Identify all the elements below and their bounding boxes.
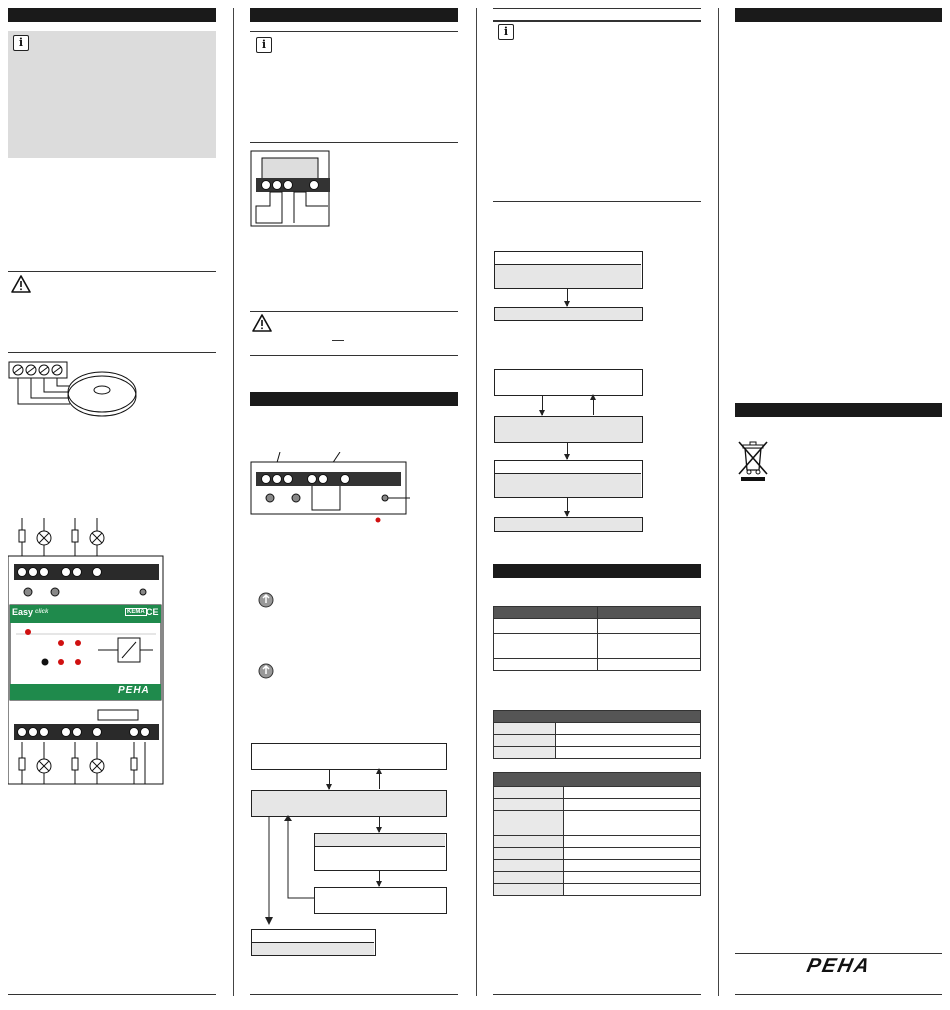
button-icon <box>258 663 274 679</box>
column-separator-3 <box>718 8 719 996</box>
terminal-bridge-diagram <box>250 148 330 228</box>
data-table <box>493 772 701 896</box>
column-footer-rule <box>250 994 458 995</box>
flow-step-box <box>494 307 643 321</box>
info-icon: i <box>13 35 29 51</box>
column-footer-rule <box>735 994 942 995</box>
device-brand-label: Easy <box>12 607 34 617</box>
approval-mark: KEMA <box>127 609 145 615</box>
flow-return-lines <box>262 815 322 930</box>
flow-arrow <box>329 769 330 789</box>
flow-step-box <box>494 369 643 396</box>
section-header-bar <box>250 8 458 22</box>
divider <box>8 352 216 353</box>
flow-arrow <box>379 816 380 832</box>
flow-arrow <box>542 395 543 415</box>
column-footer-rule <box>493 994 701 995</box>
flow-step-footer <box>252 942 374 955</box>
flow-step-body <box>495 473 641 497</box>
flow-step-box <box>251 743 447 770</box>
divider <box>493 201 701 202</box>
section-header-bar <box>735 8 942 22</box>
divider <box>250 355 458 356</box>
flow-step-box <box>314 887 447 914</box>
overline-mark <box>332 340 344 341</box>
flow-arrow <box>567 288 568 306</box>
flow-step-box <box>494 517 643 532</box>
crossed-out-bin-icon <box>737 440 769 482</box>
button-icon <box>258 592 274 608</box>
divider <box>250 142 458 143</box>
footer-divider <box>735 953 942 954</box>
device-brand-suffix: click <box>35 609 49 615</box>
column-separator-2 <box>476 8 477 996</box>
flow-step-box <box>251 790 447 817</box>
divider <box>8 271 216 272</box>
flow-arrow <box>593 395 594 415</box>
section-header-bar <box>250 392 458 406</box>
divider <box>250 31 458 32</box>
flow-arrow <box>379 769 380 789</box>
flow-arrow <box>567 497 568 516</box>
flow-step-body <box>495 264 641 288</box>
divider <box>493 8 701 9</box>
actuator-wiring-diagram <box>8 518 168 786</box>
info-note-box <box>8 31 216 158</box>
info-icon: i <box>256 37 272 53</box>
flow-step-header <box>315 834 445 847</box>
section-header-bar <box>493 564 701 578</box>
divider <box>250 311 458 312</box>
flow-arrow <box>379 870 380 886</box>
device-manufacturer-logo: PEHA <box>118 685 150 696</box>
sensor-connection-diagram <box>8 360 168 430</box>
divider <box>493 20 701 22</box>
flow-step-box <box>494 416 643 443</box>
ce-mark: CE <box>146 607 159 617</box>
data-table <box>493 710 701 759</box>
device-buttons-diagram <box>250 452 415 527</box>
section-header-bar <box>8 8 216 22</box>
warning-icon <box>11 275 31 293</box>
column-footer-rule <box>8 994 216 995</box>
warning-icon <box>252 314 272 332</box>
column-separator-1 <box>233 8 234 996</box>
info-icon: i <box>498 24 514 40</box>
footer-logo: PEHA <box>804 955 874 977</box>
flow-arrow <box>567 442 568 459</box>
data-table <box>493 606 701 671</box>
section-header-bar <box>735 403 942 417</box>
